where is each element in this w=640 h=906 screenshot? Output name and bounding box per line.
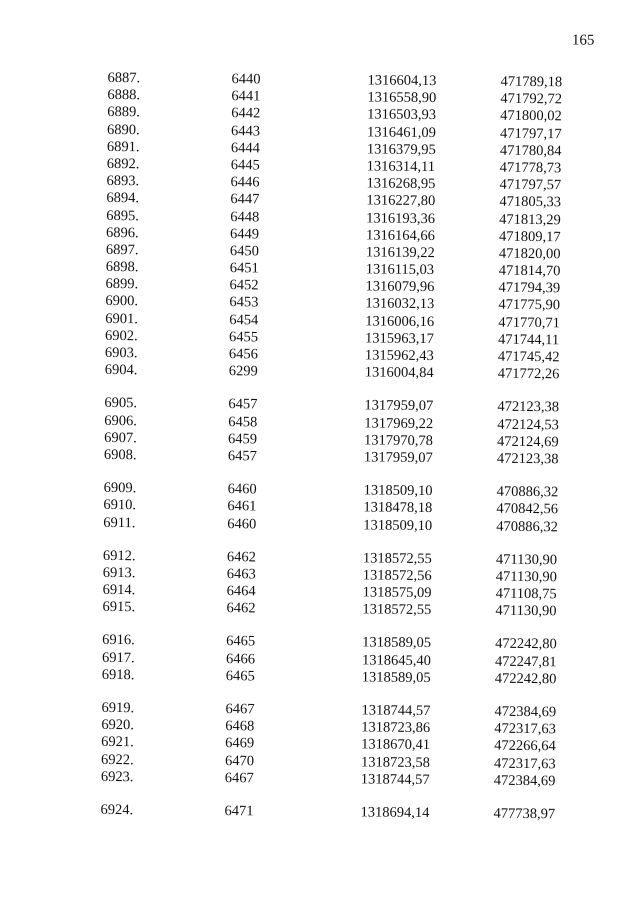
- point-id: 6460: [227, 481, 257, 498]
- row-group: [0, 631, 638, 689]
- row-group: [0, 547, 639, 622]
- row-number: 6899.: [105, 276, 139, 293]
- row-group: [0, 479, 640, 537]
- row-number: 6891.: [106, 138, 140, 156]
- row-number: 6903.: [104, 344, 138, 362]
- row-number: 6914.: [102, 581, 136, 599]
- y-coordinate: 471770,71: [498, 314, 560, 331]
- x-coordinate: 1316006,16: [365, 313, 435, 330]
- page-number: 165: [571, 32, 595, 49]
- point-id: 6443: [230, 122, 261, 139]
- row-number: 6892.: [106, 155, 140, 173]
- point-id: 6441: [231, 88, 261, 105]
- x-coordinate: 1318572,55: [362, 601, 432, 619]
- point-id: 6467: [225, 701, 255, 718]
- y-coordinate: 471794,39: [498, 279, 561, 297]
- x-coordinate: 1318572,56: [362, 567, 432, 584]
- point-id: 6450: [229, 243, 259, 260]
- row-number: 6895.: [106, 207, 139, 224]
- point-id: 6463: [226, 565, 256, 583]
- y-coordinate: 472242,80: [494, 670, 557, 688]
- y-coordinate: 471130,90: [495, 551, 558, 568]
- row-number: 6920.: [101, 717, 135, 734]
- point-id: 6469: [225, 735, 255, 752]
- row-number: 6890.: [106, 121, 140, 138]
- y-coordinate: 471745,42: [497, 348, 560, 366]
- y-coordinate: 471800,02: [500, 108, 562, 125]
- row-number: 6909.: [103, 480, 137, 497]
- x-coordinate: 1318589,05: [362, 634, 432, 652]
- row-number: 6905.: [104, 395, 138, 412]
- row-number: 6916.: [102, 632, 135, 649]
- y-coordinate: 470886,32: [496, 483, 559, 501]
- row-number: 6922.: [100, 751, 134, 768]
- point-id: 6440: [231, 71, 261, 88]
- point-id: 6445: [230, 157, 260, 174]
- point-id: 6467: [224, 769, 254, 787]
- row-number: 6906.: [104, 412, 137, 429]
- y-coordinate: 471814,70: [498, 262, 561, 280]
- x-coordinate: 1316604,13: [367, 72, 437, 90]
- y-coordinate: 471805,33: [499, 194, 562, 211]
- y-coordinate: 472247,81: [494, 653, 557, 670]
- point-id: 6462: [226, 600, 256, 617]
- x-coordinate: 1318723,86: [361, 719, 431, 737]
- point-id: 6451: [229, 260, 259, 277]
- point-id: 6464: [226, 583, 256, 600]
- y-coordinate: 471789,18: [500, 73, 563, 91]
- x-coordinate: 1316268,95: [366, 175, 436, 193]
- y-coordinate: 471780,84: [499, 142, 562, 160]
- x-coordinate: 1318744,57: [361, 702, 431, 720]
- point-id: 6466: [225, 650, 256, 668]
- y-coordinate: 477738,97: [493, 805, 556, 823]
- y-coordinate: 471772,26: [497, 365, 560, 383]
- y-coordinate: 471130,90: [495, 568, 557, 586]
- point-id: 6452: [229, 277, 259, 294]
- row-number: 6902.: [105, 327, 138, 345]
- row-group: [0, 699, 638, 791]
- x-coordinate: 1316461,09: [366, 123, 437, 141]
- row-number: 6894.: [106, 190, 140, 207]
- row-number: 6908.: [103, 446, 137, 464]
- row-number: 6913.: [102, 564, 136, 582]
- point-id: 6454: [229, 311, 259, 329]
- point-id: 6449: [229, 225, 260, 243]
- y-coordinate: 472124,53: [497, 416, 559, 433]
- x-coordinate: 1316314,11: [366, 158, 436, 176]
- y-coordinate: 471820,00: [498, 245, 561, 263]
- point-id: 6470: [224, 752, 255, 769]
- x-coordinate: 1316558,90: [367, 89, 437, 107]
- point-id: 6456: [228, 346, 258, 363]
- point-id: 6459: [228, 430, 258, 448]
- row-group: [0, 394, 640, 469]
- x-coordinate: 1316227,80: [366, 192, 436, 210]
- y-coordinate: 471775,90: [498, 297, 561, 314]
- point-id: 6457: [228, 396, 258, 413]
- row-number: 6917.: [101, 649, 135, 666]
- row-number: 6921.: [101, 734, 134, 751]
- row-group: [1, 69, 640, 385]
- row-number: 6919.: [101, 699, 135, 717]
- row-number: 6907.: [104, 429, 137, 446]
- point-id: 6461: [227, 498, 257, 515]
- point-id: 6462: [226, 548, 257, 566]
- table-row: [0, 801, 637, 824]
- y-coordinate: 471792,72: [500, 90, 563, 108]
- row-number: 6896.: [105, 224, 139, 241]
- y-coordinate: 472123,38: [496, 450, 559, 468]
- y-coordinate: 471797,57: [499, 176, 562, 194]
- y-coordinate: 471108,75: [495, 585, 557, 603]
- y-coordinate: 471130,90: [495, 602, 557, 620]
- x-coordinate: 1316379,95: [366, 141, 436, 158]
- y-coordinate: 472266,64: [494, 738, 556, 755]
- point-id: 6453: [229, 294, 259, 311]
- x-coordinate: 1316079,96: [365, 278, 435, 296]
- x-coordinate: 1316032,13: [365, 295, 435, 313]
- point-id: 6299: [228, 363, 258, 380]
- y-coordinate: 471778,73: [499, 159, 562, 177]
- row-number: 6912.: [102, 547, 136, 564]
- point-id: 6455: [229, 328, 259, 346]
- x-coordinate: 1318509,10: [363, 516, 433, 534]
- coordinate-table: [0, 69, 640, 840]
- point-id: 6465: [226, 633, 256, 650]
- point-id: 6458: [228, 413, 258, 430]
- row-number: 6918.: [101, 666, 135, 684]
- point-id: 6448: [230, 208, 260, 225]
- y-coordinate: 471744,11: [497, 331, 560, 349]
- x-coordinate: 1317959,07: [364, 397, 434, 415]
- x-coordinate: 1316164,66: [365, 227, 436, 244]
- x-coordinate: 1315962,43: [364, 347, 434, 365]
- row-number: 6924.: [100, 801, 134, 819]
- x-coordinate: 1318744,57: [360, 771, 430, 788]
- row-number: 6923.: [100, 768, 134, 785]
- row-number: 6889.: [107, 104, 140, 121]
- y-coordinate: 470842,56: [496, 501, 559, 518]
- x-coordinate: 1316139,22: [365, 244, 435, 261]
- point-id: 6442: [231, 105, 261, 122]
- x-coordinate: 1317969,22: [364, 414, 434, 432]
- row-number: 6897.: [105, 241, 139, 259]
- y-coordinate: 471813,29: [499, 211, 561, 228]
- row-number: 6915.: [102, 599, 136, 616]
- point-id: 6471: [224, 803, 254, 820]
- x-coordinate: 1316503,93: [367, 106, 437, 124]
- y-coordinate: 472124,69: [497, 433, 559, 451]
- x-coordinate: 1317959,07: [363, 449, 433, 467]
- point-id: 6468: [225, 718, 255, 735]
- y-coordinate: 472317,63: [494, 720, 557, 738]
- row-number: 6911.: [103, 514, 136, 531]
- x-coordinate: 1317970,78: [364, 432, 434, 449]
- x-coordinate: 1318478,18: [363, 499, 433, 517]
- x-coordinate: 1318575,09: [362, 584, 432, 602]
- point-id: 6460: [227, 515, 257, 532]
- x-coordinate: 1315963,17: [364, 330, 435, 347]
- y-coordinate: 471809,17: [498, 228, 561, 245]
- row-number: 6910.: [103, 497, 137, 514]
- x-coordinate: 1316115,03: [365, 261, 435, 279]
- y-coordinate: 472384,69: [494, 703, 557, 721]
- x-coordinate: 1316004,84: [364, 364, 434, 382]
- row-number: 6888.: [107, 87, 141, 104]
- point-id: 6457: [227, 448, 258, 465]
- row-number: 6901.: [105, 310, 138, 327]
- x-coordinate: 1318694,14: [360, 804, 430, 822]
- y-coordinate: 472123,38: [497, 399, 560, 416]
- row-number: 6898.: [105, 258, 139, 276]
- x-coordinate: 1318645,40: [361, 652, 431, 669]
- y-coordinate: 472384,69: [493, 772, 556, 790]
- row-number: 6900.: [105, 293, 139, 310]
- row-group: [0, 801, 637, 824]
- y-coordinate: 472242,80: [495, 636, 557, 653]
- x-coordinate: 1318509,10: [363, 482, 433, 500]
- x-coordinate: 1318589,05: [361, 669, 431, 686]
- point-id: 6444: [230, 139, 260, 157]
- row-number: 6904.: [104, 362, 138, 379]
- y-coordinate: 472317,63: [493, 755, 556, 772]
- x-coordinate: 1318723,58: [360, 753, 430, 771]
- x-coordinate: 1318670,41: [361, 736, 431, 754]
- x-coordinate: 1316193,36: [366, 209, 436, 227]
- point-id: 6446: [230, 174, 260, 191]
- y-coordinate: 470886,32: [496, 518, 558, 535]
- x-coordinate: 1318572,55: [362, 550, 432, 567]
- row-number: 6893.: [106, 173, 140, 190]
- point-id: 6447: [230, 191, 260, 208]
- point-id: 6465: [225, 667, 255, 685]
- row-number: 6887.: [107, 69, 141, 87]
- y-coordinate: 471797,17: [499, 125, 562, 142]
